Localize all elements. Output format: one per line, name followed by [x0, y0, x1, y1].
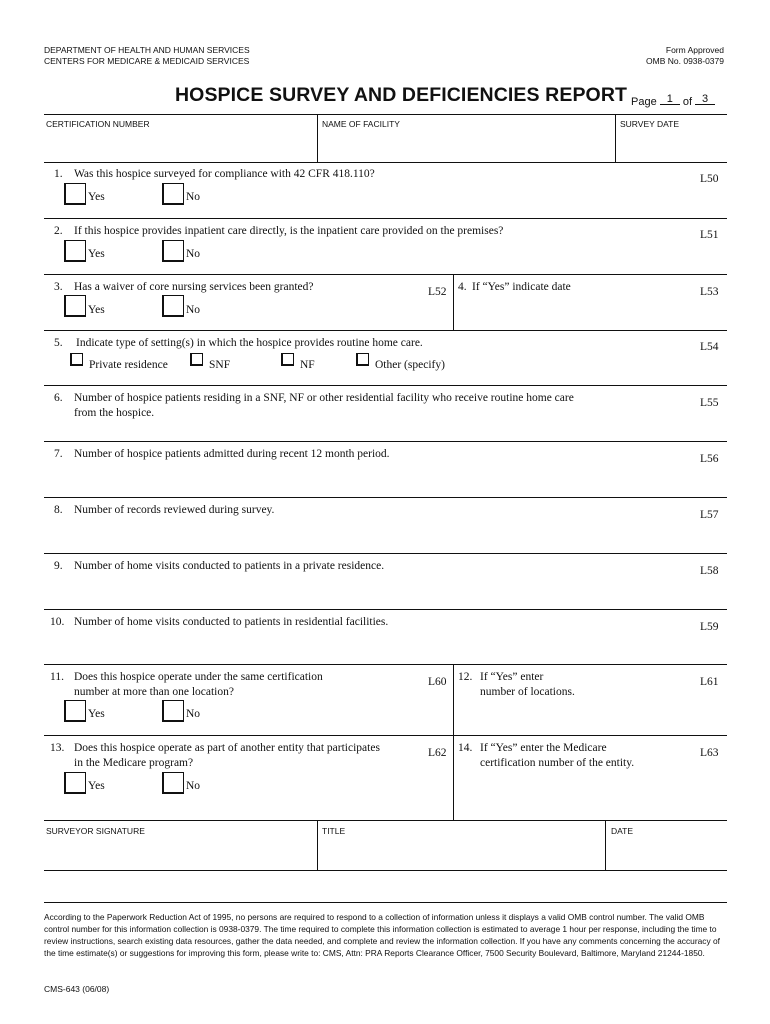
- q3-number: 3.: [54, 281, 63, 293]
- rule-v-q3: [453, 274, 454, 330]
- q5-snf-checkbox[interactable]: [190, 353, 203, 366]
- q12-code: L61: [700, 676, 719, 688]
- q5-text: Indicate type of setting(s) in which the hospice provides routine home care.: [76, 337, 423, 349]
- q1-text: Was this hospice surveyed for compliance with 42 CFR 418.110?: [74, 168, 375, 180]
- q7-text: Number of hospice patients admitted during recent 12 month period.: [74, 448, 390, 460]
- q12-locations-field[interactable]: [596, 684, 688, 704]
- q6-text-line-1: Number of hospice patients residing in a SNF, NF or other residential facility who receive routine home care: [74, 392, 574, 404]
- q3-yes-label: Yes: [88, 304, 105, 316]
- rule-1: [44, 162, 727, 163]
- q14-number: 14.: [458, 742, 473, 754]
- q6-text-line-2: from the hospice.: [74, 407, 155, 419]
- q2-yes-label: Yes: [88, 248, 105, 260]
- page-label: Page: [631, 96, 657, 108]
- q4-number: 4.: [458, 281, 467, 293]
- q2-yes-checkbox[interactable]: [64, 240, 86, 262]
- q1-no-checkbox[interactable]: [162, 183, 184, 205]
- q2-code: L51: [700, 229, 719, 241]
- q13-no-checkbox[interactable]: [162, 772, 184, 794]
- q7-code: L56: [700, 453, 719, 465]
- q2-no-checkbox[interactable]: [162, 240, 184, 262]
- q13-yes-checkbox[interactable]: [64, 772, 86, 794]
- q14-code: L63: [700, 747, 719, 759]
- q2-number: 2.: [54, 225, 63, 237]
- date-field[interactable]: [606, 836, 726, 868]
- q6-number: 6.: [54, 392, 63, 404]
- rule-9: [44, 609, 727, 610]
- title-label: TITLE: [322, 826, 346, 836]
- rule-8: [44, 553, 727, 554]
- q5-other-label: Other (specify): [375, 359, 445, 371]
- q11-no-checkbox[interactable]: [162, 700, 184, 722]
- agency-header: [44, 45, 250, 67]
- q13-code: L62: [428, 747, 447, 759]
- rule-4: [44, 330, 727, 331]
- q3-text: Has a waiver of core nursing services been granted?: [74, 281, 314, 293]
- q1-yes-checkbox[interactable]: [64, 183, 86, 205]
- rule-11: [44, 735, 727, 736]
- surveyor-signature-label: SURVEYOR SIGNATURE: [46, 826, 145, 836]
- q13-text-line-2: in the Medicare program?: [74, 757, 194, 769]
- facility-name-label: NAME OF FACILITY: [322, 119, 400, 129]
- certification-number-label: CERTIFICATION NUMBER: [46, 119, 150, 129]
- q14-certification-field[interactable]: [458, 776, 688, 814]
- approval-line-1: Form Approved: [665, 45, 724, 55]
- q5-code: L54: [700, 341, 719, 353]
- q11-code: L60: [428, 676, 447, 688]
- q13-no-label: No: [186, 780, 201, 792]
- rule-2: [44, 218, 727, 219]
- q4-date-field[interactable]: [458, 298, 688, 326]
- q5-number: 5.: [54, 337, 63, 349]
- agency-line-2: CENTERS FOR MEDICARE & MEDICAID SERVICES: [44, 56, 250, 66]
- q1-code: L50: [700, 173, 719, 185]
- facility-name-field[interactable]: [318, 128, 614, 160]
- q13-number: 13.: [50, 742, 65, 754]
- q5-private-residence-label: Private residence: [89, 359, 168, 371]
- q12-text-line-1: If “Yes” enter: [480, 671, 544, 683]
- q2-no-label: No: [186, 248, 201, 260]
- rule-3: [44, 274, 727, 275]
- q7-number: 7.: [54, 448, 63, 460]
- survey-date-field[interactable]: [616, 128, 726, 160]
- q5-nf-checkbox[interactable]: [281, 353, 294, 366]
- rule-v-q11: [453, 664, 454, 820]
- q10-text: Number of home visits conducted to patients in residential facilities.: [74, 616, 389, 628]
- rule-7: [44, 497, 727, 498]
- q10-code: L59: [700, 621, 719, 633]
- q11-no-label: No: [186, 708, 201, 720]
- date-label: DATE: [611, 826, 634, 836]
- rule-13: [44, 870, 727, 871]
- q6-code: L55: [700, 397, 719, 409]
- approval-line-2: OMB No. 0938-0379: [646, 56, 724, 66]
- q5-nf-label: NF: [300, 359, 315, 371]
- rule-top: [44, 114, 727, 115]
- page-total[interactable]: 3: [695, 94, 715, 105]
- form-number: CMS-643 (06/08): [44, 984, 110, 994]
- q8-code: L57: [700, 509, 719, 521]
- q3-yes-checkbox[interactable]: [64, 295, 86, 317]
- rule-14: [44, 902, 727, 903]
- q9-code: L58: [700, 565, 719, 577]
- q9-text: Number of home visits conducted to patients in a private residence.: [74, 560, 385, 572]
- q8-text: Number of records reviewed during survey.: [74, 504, 275, 516]
- q11-yes-label: Yes: [88, 708, 105, 720]
- q1-no-label: No: [186, 191, 201, 203]
- rule-5: [44, 385, 727, 386]
- title-field[interactable]: [318, 836, 604, 868]
- agency-line-1: DEPARTMENT OF HEALTH AND HUMAN SERVICES: [44, 45, 250, 55]
- q12-text-line-2: number of locations.: [480, 686, 575, 698]
- q4-code: L53: [700, 286, 719, 298]
- q11-yes-checkbox[interactable]: [64, 700, 86, 722]
- q11-text-line-1: Does this hospice operate under the same certification: [74, 671, 323, 683]
- omb-approval: [646, 45, 724, 67]
- q3-no-label: No: [186, 304, 201, 316]
- form-title: HOSPICE SURVEY AND DEFICIENCIES REPORT: [175, 84, 628, 106]
- certification-number-field[interactable]: [44, 128, 316, 160]
- page-indicator: [631, 93, 715, 108]
- q8-number: 8.: [54, 504, 63, 516]
- page-current[interactable]: 1: [660, 94, 680, 105]
- q14-text-line-1: If “Yes” enter the Medicare: [480, 742, 607, 754]
- survey-date-label: SURVEY DATE: [620, 119, 680, 129]
- rule-12: [44, 820, 727, 821]
- q2-text: If this hospice provides inpatient care directly, is the inpatient care provided on the premises?: [74, 225, 504, 237]
- q13-yes-label: Yes: [88, 780, 105, 792]
- q9-number: 9.: [54, 560, 63, 572]
- paperwork-notice: According to the Paperwork Reduction Act of 1995, no persons are required to respond to a collection of information unless it displays a valid OMB control number. The valid OMB control number for this information collection is 0938-0379. The time required to complete this information collection is estimated to average 1 hour per response, including the time to review instructions, search existing data resources, gather the data needed, and complete and review the information collection. If you have any comments concerning the accuracy of the time estimate(s) or suggestions for improving this form, please write to: CMS, Attn: PRA Reports Clearance Officer, 7500 Security Boulevard, Baltimore, Maryland 21244-1850.: [44, 912, 720, 958]
- q1-yes-label: Yes: [88, 191, 105, 203]
- page-of: of: [682, 96, 693, 108]
- q5-snf-label: SNF: [209, 359, 231, 371]
- rule-6: [44, 441, 727, 442]
- q1-number: 1.: [54, 168, 63, 180]
- q13-text-line-1: Does this hospice operate as part of another entity that participates: [74, 742, 380, 754]
- q11-text-line-2: number at more than one location?: [74, 686, 234, 698]
- q11-number: 11.: [50, 671, 64, 683]
- q12-number: 12.: [458, 671, 473, 683]
- q14-text-line-2: certification number of the entity.: [480, 757, 635, 769]
- q4-text: If “Yes” indicate date: [472, 281, 571, 293]
- q5-other-checkbox[interactable]: [356, 353, 369, 366]
- rule-10: [44, 664, 727, 665]
- q5-private-residence-checkbox[interactable]: [70, 353, 83, 366]
- q3-code: L52: [428, 286, 447, 298]
- surveyor-signature-field[interactable]: [44, 836, 316, 868]
- q10-number: 10.: [50, 616, 65, 628]
- q3-no-checkbox[interactable]: [162, 295, 184, 317]
